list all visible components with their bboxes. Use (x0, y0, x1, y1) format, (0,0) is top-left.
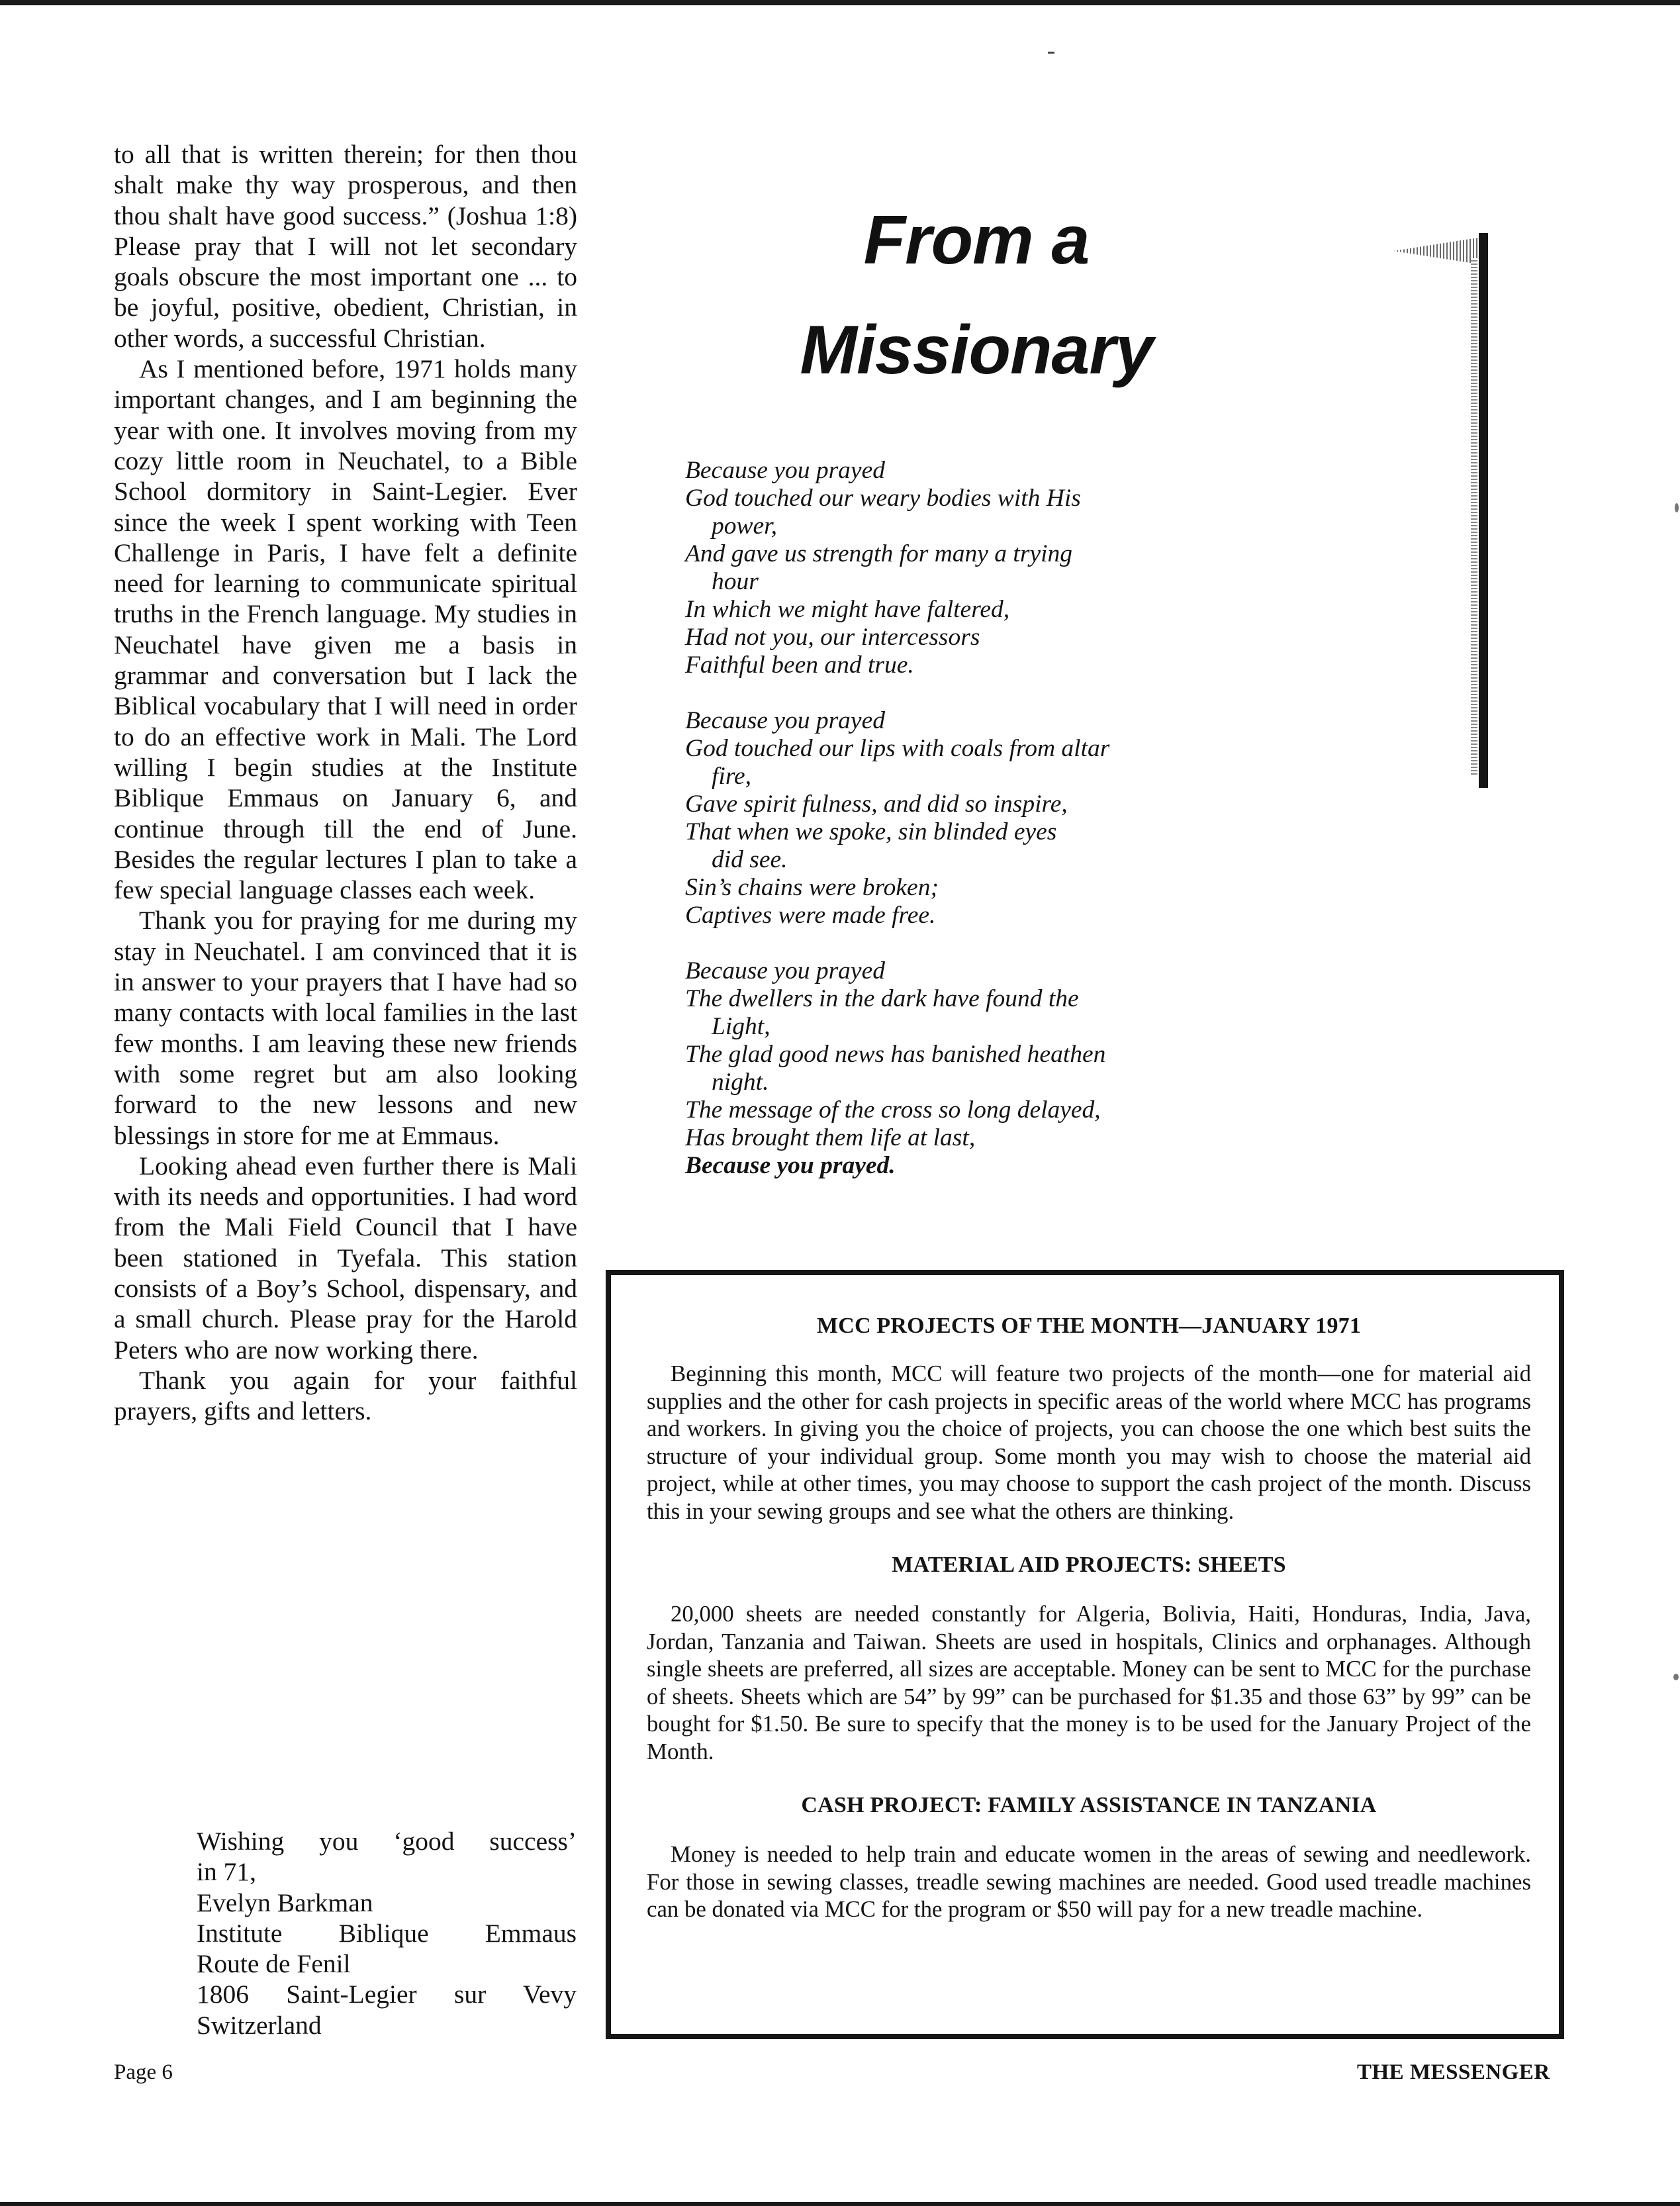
poem-line: Because you prayed (685, 457, 885, 484)
signoff-closing-cont: in 71, (197, 1857, 256, 1887)
mcc-projects-box (606, 1270, 1564, 2039)
letter-signoff (197, 1826, 577, 2040)
poem-line: God touched our lips with coals from altar (685, 735, 1110, 762)
signoff-institute: Institute Biblique Emmaus (197, 1918, 577, 1948)
poem-line: Because you prayed. (685, 1152, 896, 1179)
poem-line: That when we spoke, sin blinded eyes (685, 818, 1057, 845)
poem-stanza (685, 957, 1215, 1180)
poem-line: Had not you, our intercessors (685, 624, 980, 651)
publication-name: THE MESSENGER (1357, 2060, 1550, 2084)
poem-line: Has brought them life at last, (685, 1124, 976, 1151)
letter-paragraph: As I mentioned before, 1971 holds many important changes, and I am beginning the year with one. It involves moving from my cozy little room in Neuchatel, to a Bible School dormitory in Saint-Legier. Ever since the week I spent working with Teen Challenge in Paris, I have felt a definite need for learning to communicate spiritual truths in the French language. My studies in Neuchatel have given me a basis in grammar and conversation but I lack the Biblical vocabulary that I will need in order to do an effective work in Mali. The Lord willing I begin studies at the Institute Biblique Emmaus on January 6, and continue through till the end of June. Besides the regular lectures I plan to take a few special language classes each week. (114, 354, 577, 905)
print-mark (1048, 52, 1054, 54)
poem-line: God touched our weary bodies with His (685, 485, 1081, 512)
poem-line: Because you prayed (685, 707, 885, 734)
letter-column (114, 139, 577, 1426)
signoff-country: Switzerland (197, 2010, 322, 2040)
poem-line: Gave spirit fulness, and did so inspire, (685, 791, 1068, 818)
poem-line: fire, (712, 763, 752, 790)
material-aid-heading: MATERIAL AID PROJECTS: SHEETS (892, 1553, 1286, 1577)
letter-paragraph: Thank you for praying for me during my stay in Neuchatel. I am convinced that it is in answer to your prayers that I have had so many contacts with local families in the last few months. I am leaving these new friends with some regret but am also looking forward to the new lessons and new blessings in store for me at Emmaus. (114, 906, 577, 1150)
poem-line: night. (712, 1069, 769, 1096)
poem-line: Light, (712, 1013, 770, 1040)
cash-project-heading: CASH PROJECT: FAMILY ASSISTANCE IN TANZANIA (801, 1793, 1377, 1817)
title-line-2: Missionary (800, 312, 1153, 389)
signoff-closing: Wishing you ‘good success’ (197, 1827, 577, 1856)
poem (685, 457, 1215, 1208)
feature-title (761, 185, 1191, 405)
scan-speck (1675, 503, 1679, 512)
signoff-city: 1806 Saint-Legier sur Vevy (197, 1980, 577, 2009)
poem-stanza (685, 707, 1215, 930)
poem-line: did see. (712, 846, 788, 873)
letter-paragraph: to all that is written therein; for then thou shalt make thy way prosperous, and then thou shalt have good success.” (Joshua 1:8) Please pray that I will not let secondary goals obscure the most important one ... to be joyful, positive, obedient, Christian, in other words, a successful Christian. (114, 140, 577, 353)
letter-paragraph: Thank you again for your faithful prayers, gifts and letters. (114, 1365, 577, 1426)
poem-line: And gave us strength for many a trying (685, 540, 1073, 567)
pennant-shading (1471, 258, 1477, 775)
poem-line: Sin’s chains were broken; (685, 874, 939, 901)
poem-line: The glad good news has banished heathen (685, 1041, 1106, 1068)
pennant-flag-icon (1393, 237, 1483, 265)
bottom-border (0, 2202, 1680, 2206)
poem-line: In which we might have faltered, (685, 596, 1010, 623)
poem-line: hour (712, 568, 759, 595)
poem-stanza (685, 457, 1215, 679)
poem-line: Faithful been and true. (685, 651, 914, 679)
poem-line: Because you prayed (685, 957, 885, 984)
mcc-intro: Beginning this month, MCC will feature two projects of the month—one for material aid supplies and the other for cash projects in specific areas of the world where MCC has programs and workers. In giving you the choice of projects, you can choose the one which best suits the structure of your individual group. Some month you may wish to choose the material aid project, while at other times, you may choose to support the cash project of the month. Discuss this in your sewing groups and see what the others are thinking. (647, 1361, 1531, 1524)
scan-speck (1673, 1674, 1679, 1680)
poem-line: The dwellers in the dark have found the (685, 985, 1079, 1012)
poem-line: The message of the cross so long delayed, (685, 1096, 1101, 1124)
mcc-heading: MCC PROJECTS OF THE MONTH—JANUARY 1971 (816, 1314, 1362, 1338)
pennant-pole (1479, 233, 1488, 788)
page-number: Page 6 (114, 2060, 173, 2084)
poem-line: Captives were made free. (685, 902, 936, 929)
signoff-name: Evelyn Barkman (197, 1888, 373, 1917)
top-border (0, 0, 1680, 5)
poem-line: power, (712, 512, 777, 540)
material-aid-text: 20,000 sheets are needed constantly for Algeria, Bolivia, Haiti, Honduras, India, Java, Jordan, Tanzania and Taiwan. Sheets are used in hospitals, Clinics and orphanages. Although single sheets are preferred, all sizes are acceptable. Money can be sent to MCC for the purchase of sheets. Sheets which are 54” by 99” can be purchased for $1.35 and those 63” by 99” can be bought for $1.50. Be sure to specify that the money is to be used for the January Project of the Month. (647, 1601, 1531, 1764)
signoff-street: Route de Fenil (197, 1949, 351, 1979)
title-line-1: From a (863, 202, 1090, 279)
letter-paragraph: Looking ahead even further there is Mali with its needs and opportunities. I had word from the Mali Field Council that I have been stationed in Tyefala. This station consists of a Boy’s School, dispensary, and a small church. Please pray for the Harold Peters who are now working there. (114, 1151, 577, 1365)
cash-project-text: Money is needed to help train and educate women in the areas of sewing and needlework. For those in sewing classes, treadle sewing machines are needed. Good used treadle machines can be donated via MCC for the program or $50 will pay for a new treadle machine. (647, 1841, 1531, 1922)
